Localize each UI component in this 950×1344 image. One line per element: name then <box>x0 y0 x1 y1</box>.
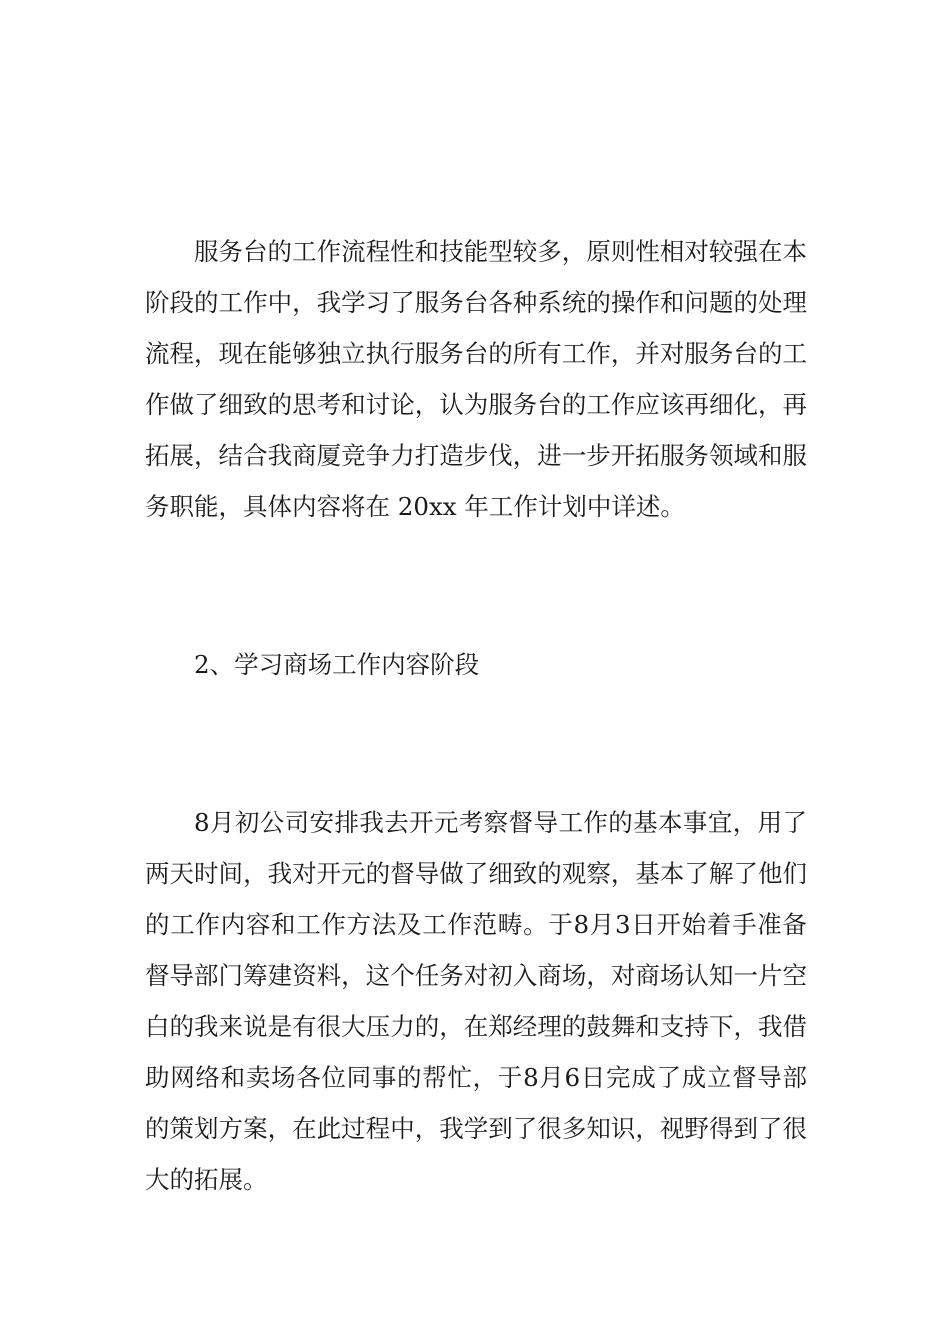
document-body <box>145 226 807 1205</box>
spacer <box>145 690 807 797</box>
paragraph-service-desk: 服务台的工作流程性和技能型较多，原则性相对较强在本阶段的工作中，我学习了服务台各种系统的操作和问题的处理流程，现在能够独立执行服务台的所有工作，并对服务台的工作做了细致的思考和讨论，认为服务台的工作应该再细化，再拓展，结合我商厦竞争力打造步伐，进一步开拓服务领域和服务职能，具体内容将在 20xx 年工作计划中详述。 <box>145 237 807 521</box>
section-heading: 2、学习商场工作内容阶段 <box>194 650 480 679</box>
paragraph-supervision: 8月初公司安排我去开元考察督导工作的基本事宜，用了两天时间，我对开元的督导做了细致的观察，基本了解了他们的工作内容和工作方法及工作范畴。于8月3日开始着手准备督导部门筹建资料，这个任务对初入商场，对商场认知一片空白的我来说是有很大压力的，在郑经理的鼓舞和支持下，我借助网络和卖场各位同事的帮忙，于8月6日完成了成立督导部的策划方案，在此过程中，我学到了很多知识，视野得到了很大的拓展。 <box>145 808 807 1194</box>
spacer <box>145 532 807 639</box>
